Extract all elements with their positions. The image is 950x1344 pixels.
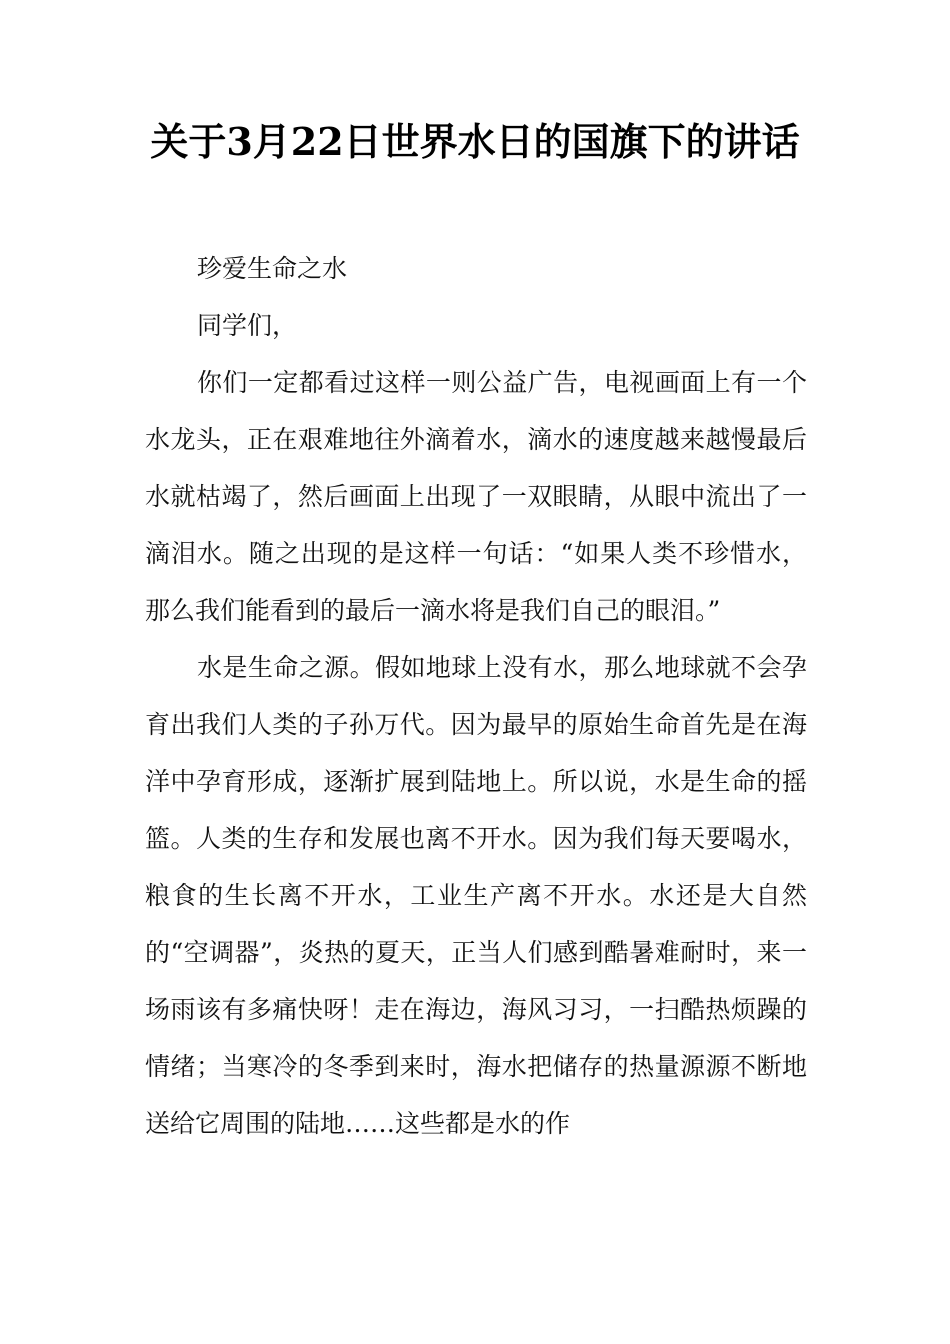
paragraph-water-source: 水是生命之源。假如地球上没有水，那么地球就不会孕育出我们人类的子孙万代。因为最早的原始生命首先是在海洋中孕育形成，逐渐扩展到陆地上。所以说，水是生命的摇篮。人类的生存和发展也离不开水。因为我们每天要喝水，粮食的生长离不开水，工业生产离不开水。水还是大自然的“空调器”，炎热的夏天，正当人们感到酷暑难耐时，来一场雨该有多痛快呀！走在海边，海风习习，一扫酷热烦躁的情绪；当寒冷的冬季到来时，海水把储存的热量源源不断地送给它周围的陆地……这些都是水的作 — [145, 653, 807, 1138]
paragraph-greeting: 同学们， — [197, 311, 298, 340]
paragraph-subtitle: 珍爱生命之水 — [197, 254, 348, 283]
paragraph-ad-story: 你们一定都看过这样一则公益广告，电视画面上有一个水龙头，正在艰难地往外滴着水，滴水的速度越来越慢最后水就枯竭了，然后画面上出现了一双眼睛，从眼中流出了一滴泪水。随之出现的是这样一句话：“如果人类不珍惜水，那么我们能看到的最后一滴水将是我们自己的眼泪。” — [145, 368, 807, 625]
document-body — [145, 240, 807, 1152]
document-title: 关于3月22日世界水日的国旗下的讲话 — [150, 119, 800, 164]
